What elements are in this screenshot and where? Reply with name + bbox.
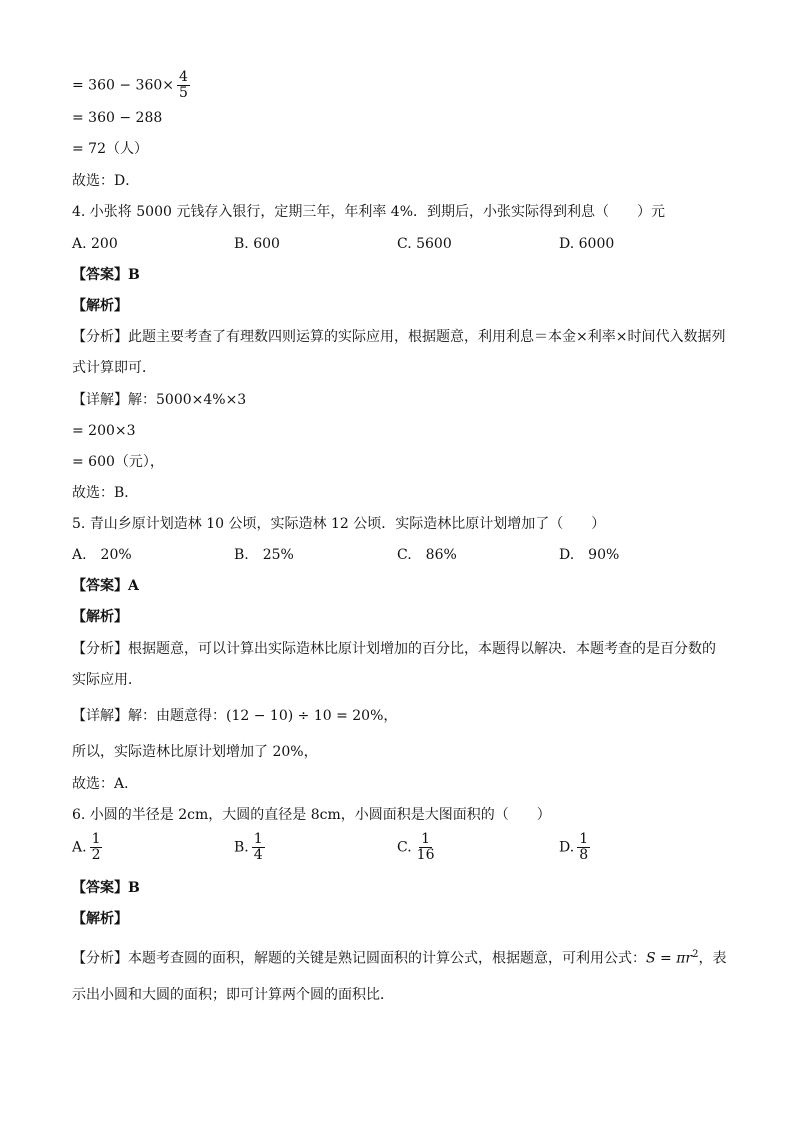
q6-option-a xyxy=(72,832,105,863)
q6-option-d-fraction xyxy=(577,832,590,863)
q3-choose: 故选：D． xyxy=(72,173,140,189)
q4-fenxi-line-1: 【分析】此题主要考查了有理数四则运算的实际应用，根据题意，利用利息＝本金×利率×时间代入数据列 xyxy=(72,329,726,345)
q6-option-c xyxy=(397,832,440,863)
q6-option-c-fraction xyxy=(415,832,437,863)
q6-fenxi-line-2: 示出小圆和大圆的面积；即可计算两个圆的面积比． xyxy=(72,987,394,1003)
q5-stem: 5. 青山乡原计划造林 10 公顷，实际造林 12 公顷．实际造林比原计划增加了（ ） xyxy=(72,516,606,532)
q6-analysis-heading: 【解析】 xyxy=(72,911,128,927)
q6-answer: 【答案】B xyxy=(72,880,140,896)
q3-fraction-numerator: 4 xyxy=(179,69,188,85)
q6-fenxi-line-1-text: 【分析】本题考查圆的面积，解题的关键是熟记圆面积的计算公式，根据题意，可利用公式： xyxy=(72,950,646,967)
q3-calc-line-1 xyxy=(72,70,193,101)
q4-choose: 故选：B． xyxy=(72,485,139,501)
q6-option-a-numerator: 1 xyxy=(91,831,101,847)
q4-fenxi-line-2: 式计算即可． xyxy=(72,360,156,376)
q6-option-d-letter: D. xyxy=(559,839,575,856)
q5-choose: 故选：A． xyxy=(72,776,139,792)
q3-calc-line-1-prefix: = 360 − 360× xyxy=(72,77,174,94)
q6-option-a-fraction xyxy=(90,832,103,863)
q6-stem: 6. 小圆的半径是 2cm，大圆的直径是 8cm，小圆面积是大图面积的（ ） xyxy=(72,807,551,823)
q4-option-d: D. 6000 xyxy=(559,236,615,252)
q4-stem: 4. 小张将 5000 元钱存入银行，定期三年，年利率 4%．到期后，小张实际得到利息（ ）元 xyxy=(72,204,665,220)
q6-option-c-numerator: 1 xyxy=(421,831,431,847)
q4-analysis-heading: 【解析】 xyxy=(72,298,128,314)
q5-option-b: B. 25% xyxy=(234,547,294,563)
q5-option-a: A. 20% xyxy=(72,547,132,563)
q6-option-b-fraction xyxy=(252,832,265,863)
q4-detail-line-2: = 200×3 xyxy=(72,423,136,439)
q4-option-c: C. 5600 xyxy=(397,236,452,252)
q5-analysis-heading: 【解析】 xyxy=(72,609,128,625)
q5-fenxi-line-1: 【分析】根据题意，可以计算出实际造林比原计划增加的百分比，本题得以解决．本题考查的是百分数的 xyxy=(72,641,716,657)
q6-option-a-denominator: 2 xyxy=(91,847,101,863)
q6-option-b-letter: B. xyxy=(234,839,249,856)
q6-option-c-denominator: 16 xyxy=(416,847,435,863)
q5-option-c: C. 86% xyxy=(397,547,457,563)
q6-option-b xyxy=(234,832,268,863)
q5-option-d: D. 90% xyxy=(559,547,620,563)
q6-fenxi-line-1 xyxy=(72,946,727,968)
q5-fenxi-line-2: 实际应用． xyxy=(72,672,142,688)
q6-option-b-denominator: 4 xyxy=(253,847,263,863)
q6-area-formula-exponent: 2 xyxy=(692,949,699,960)
q6-area-formula: S = πr xyxy=(646,950,693,967)
q4-option-a: A. 200 xyxy=(72,236,118,252)
q3-calc-line-3: = 72（人） xyxy=(72,141,148,157)
q4-detail-line-1: 【详解】解：5000×4%×3 xyxy=(72,392,247,408)
q4-option-b: B. 600 xyxy=(234,236,280,252)
q5-answer: 【答案】A xyxy=(72,578,139,594)
q6-option-d-denominator: 8 xyxy=(579,847,589,863)
q3-fraction xyxy=(177,70,190,101)
q4-answer: 【答案】B xyxy=(72,267,140,283)
q4-detail-line-3: = 600（元）， xyxy=(72,454,164,470)
q5-detail-line-2: 所以，实际造林比原计划增加了 20%， xyxy=(72,744,318,760)
q3-fraction-denominator: 5 xyxy=(179,85,188,101)
q6-option-c-letter: C. xyxy=(397,839,412,856)
q3-calc-line-2: = 360 − 288 xyxy=(72,110,163,126)
q5-detail-line-1: 【详解】解：由题意得：(12 − 10) ÷ 10 = 20%， xyxy=(72,708,398,724)
q6-option-d xyxy=(559,832,593,863)
q6-option-b-numerator: 1 xyxy=(253,831,263,847)
q6-option-a-letter: A. xyxy=(72,839,87,856)
q6-option-d-numerator: 1 xyxy=(579,831,589,847)
q6-fenxi-line-1-tail: ，表 xyxy=(698,950,727,967)
